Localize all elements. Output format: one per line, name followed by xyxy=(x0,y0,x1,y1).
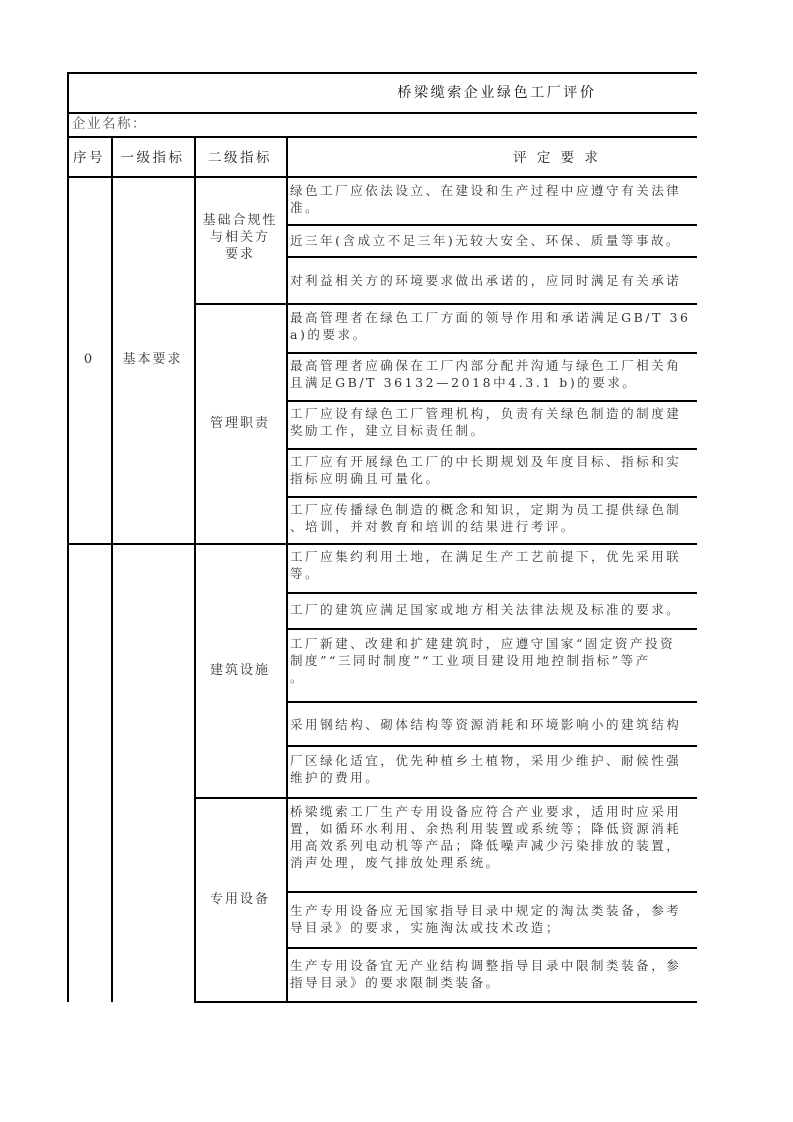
company-name-label: 企业名称： xyxy=(72,116,147,132)
row-divider xyxy=(286,701,697,703)
requirement-cell: 工厂应集约利用土地，在满足生产工艺前提下，优先采用联 等。 xyxy=(290,549,682,581)
requirement-cell: 最高管理者应确保在工厂内部分配并沟通与绿色工厂相关角 且满足GB/T 36132—2018中4.3.1 b)的要求。 xyxy=(290,358,682,390)
requirement-cell: 生产专用设备宜无产业结构调整指导目录中限制类装备，参 指导目录》的要求限制类装备。 xyxy=(290,958,682,990)
section-0-no: 0 xyxy=(83,352,95,367)
row-divider xyxy=(286,224,697,226)
level2-line: 基础合规性 xyxy=(202,213,278,228)
requirement-cell: 工厂应设有绿色工厂管理机构，负责有关绿色制造的制度建 奖励工作，建立目标责任制。 xyxy=(290,406,682,438)
row-divider xyxy=(286,628,697,630)
group-management-level2: 管理职责 xyxy=(209,415,270,431)
requirement-cell: 桥梁缆索工厂生产专用设备应符合产业要求，适用时应采用 置，如循环水利用、余热利用装置或系统等；降低资源消耗 用高效系列电动机等产品；降低噪声减少污染排放的装置， 消声处理，废气排放处理系统。 xyxy=(290,804,682,870)
row-divider xyxy=(286,448,697,450)
section-1-level1 xyxy=(111,543,194,1002)
requirement-cell: 采用钢结构、砌体结构等资源消耗和环境影响小的建筑结构 xyxy=(290,717,682,732)
group-buildings-level2: 建筑设施 xyxy=(209,662,270,678)
row-divider xyxy=(286,745,697,747)
requirement-cell: 厂区绿化适宜，优先种植乡土植物，采用少维护、耐候性强 维护的费用。 xyxy=(290,753,682,785)
requirement-cell: 绿色工厂应依法设立、在建设和生产过程中应遵守有关法律 准。 xyxy=(290,183,682,215)
row-divider xyxy=(286,496,697,498)
level2-line: 与相关方 xyxy=(209,230,270,245)
header-col-no: 序号 xyxy=(73,150,105,166)
document-title: 桥梁缆索企业绿色工厂评价 xyxy=(397,85,597,101)
row-divider xyxy=(286,947,697,949)
table-border-bottom xyxy=(194,1001,697,1003)
requirement-cell: 工厂新建、改建和扩建建筑时，应遵守国家“固定资产投资 制度”“三同时制度”“工业项目建设用地控制指标”等产 。 xyxy=(290,636,676,685)
level2-line: 要求 xyxy=(224,247,255,262)
requirement-cell: 工厂的建筑应满足国家或地方相关法律法规及标准的要求。 xyxy=(290,602,682,617)
group-equipment-level2: 专用设备 xyxy=(209,891,270,907)
section-1-no xyxy=(67,543,111,1002)
requirement-cell: 生产专用设备应无国家指导目录中规定的淘汰类装备，参考 导目录》的要求，实施淘汰或技术改造； xyxy=(290,903,682,935)
requirement-cell: 近三年(含成立不足三年)无较大安全、环保、质量等事故。 xyxy=(290,233,682,248)
group-compliance-level2 xyxy=(194,176,286,303)
requirement-cell: 工厂应传播绿色制造的概念和知识，定期为员工提供绿色制 、培训，并对教育和培训的结果进行考评。 xyxy=(290,502,682,534)
row-divider xyxy=(286,352,697,354)
col-divider-level2 xyxy=(286,136,288,1002)
requirement-cell: 工厂应有开展绿色工厂的中长期规划及年度目标、指标和实 指标应明确且可量化。 xyxy=(290,454,682,486)
row-divider xyxy=(286,256,697,258)
requirement-cell: 最高管理者在绿色工厂方面的领导作用和承诺满足GB/T 36 a)的要求。 xyxy=(290,310,691,342)
requirement-cell: 对利益相关方的环境要求做出承诺的，应同时满足有关承诺 xyxy=(290,273,682,288)
row-divider xyxy=(286,400,697,402)
section-0-level1: 基本要求 xyxy=(122,352,183,367)
title-row-divider xyxy=(67,112,697,114)
header-col-level1: 一级指标 xyxy=(120,150,185,166)
header-col-level2: 二级指标 xyxy=(208,150,272,166)
row-divider xyxy=(286,891,697,893)
row-divider xyxy=(286,592,697,594)
header-col-requirement: 评 定 要 求 xyxy=(513,150,601,166)
